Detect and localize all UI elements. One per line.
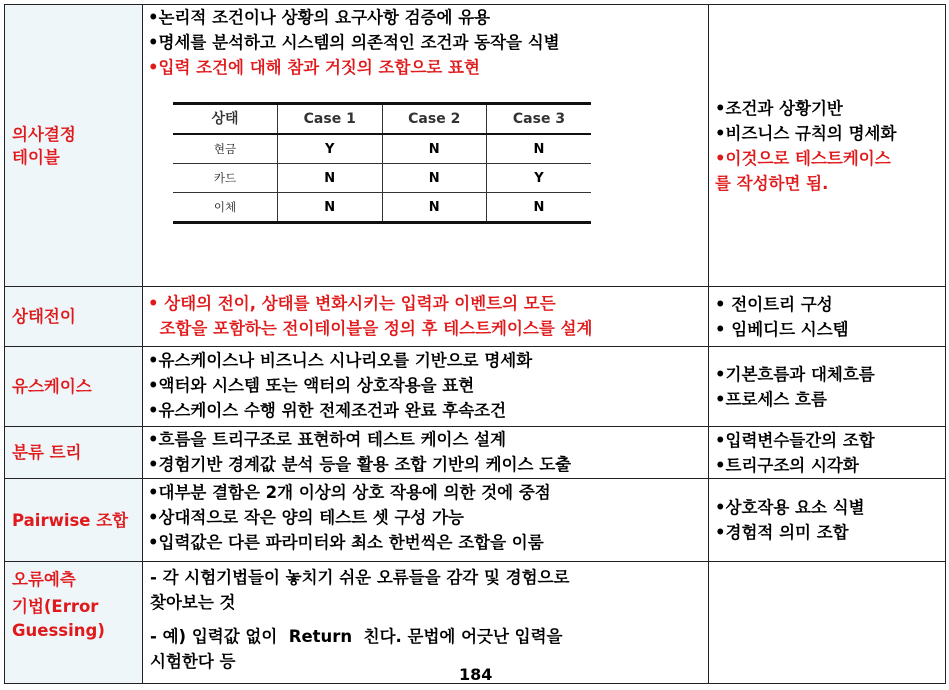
feature-line: 를 작성하면 됨. — [715, 173, 829, 193]
row-description — [143, 562, 709, 684]
value-cell: N — [382, 193, 487, 223]
feature-line: •트리구조의 시각화 — [715, 455, 859, 475]
desc-line: 시험한다 등 — [150, 652, 236, 671]
label-line: 유스케이스 — [12, 377, 92, 396]
row-features — [709, 562, 946, 684]
row-pairwise — [5, 479, 946, 562]
desc-line: •논리적 조건이나 상황의 요구사항 검증에 유용 — [148, 8, 491, 27]
header-cell: 상태 — [173, 104, 278, 135]
label-line: 분류 트리 — [12, 443, 82, 462]
feature-line: •기본흐름과 대체흐름 — [715, 364, 875, 384]
row-label — [5, 562, 143, 684]
value-cell: N — [382, 164, 487, 193]
feature-line: •입력변수들간의 조합 — [715, 430, 875, 450]
desc-line: •유스케이스 수행 위한 전제조건과 완료 후속조건 — [148, 401, 507, 420]
feature-line: •이것으로 테스트케이스 — [715, 148, 891, 168]
value-cell: N — [487, 134, 592, 164]
feature-line: •경험적 의미 조합 — [715, 523, 849, 542]
row-label — [5, 427, 143, 479]
label-line: 의사결정 — [12, 124, 76, 144]
row-features — [709, 287, 946, 347]
row-header-cell: 카드 — [173, 164, 278, 193]
test-technique-table — [4, 4, 946, 684]
header-cell: Case 1 — [278, 104, 383, 135]
decision-table-row — [173, 193, 591, 223]
row-label — [5, 287, 143, 347]
label-line: 테이블 — [12, 147, 60, 167]
desc-line: • 상태의 전이, 상태를 변화시키는 입력과 이벤트의 모든 — [148, 294, 556, 313]
decision-table-header — [173, 104, 591, 135]
label-line: 기법(Error — [12, 597, 99, 616]
row-label — [5, 5, 143, 287]
row-header-cell: 현금 — [173, 134, 278, 164]
feature-line: •비즈니스 규칙의 명세화 — [715, 123, 897, 143]
row-label — [5, 479, 143, 562]
desc-line: •입력값은 다른 파라미터와 최소 한번씩은 조합을 이룸 — [148, 533, 544, 552]
decision-table-row — [173, 164, 591, 193]
row-features — [709, 5, 946, 287]
row-use-case — [5, 347, 946, 427]
desc-line: •대부분 결함은 2개 이상의 상호 작용에 의한 것에 중점 — [148, 483, 551, 502]
header-cell: Case 3 — [487, 104, 592, 135]
desc-line: •액터와 시스템 또는 액터의 상호작용을 표현 — [148, 376, 475, 395]
row-label — [5, 347, 143, 427]
label-line: 상태전이 — [12, 307, 76, 326]
row-description — [143, 427, 709, 479]
page-number: 184 — [459, 665, 493, 684]
label-line: Guessing) — [12, 621, 105, 640]
value-cell: N — [487, 193, 592, 223]
desc-line: 찾아보는 것 — [150, 593, 236, 612]
desc-line: •입력 조건에 대해 참과 거짓의 조합으로 표현 — [148, 58, 480, 77]
desc-line: - 각 시험기법들이 놓치기 쉬운 오류들을 감각 및 경험으로 — [150, 568, 570, 587]
feature-line: • 전이트리 구성 — [715, 294, 833, 314]
decision-table-row — [173, 134, 591, 164]
feature-line: •상호작용 요소 식별 — [715, 498, 865, 517]
header-cell: Case 2 — [382, 104, 487, 135]
row-description — [143, 479, 709, 562]
row-header-cell: 이체 — [173, 193, 278, 223]
row-classification-tree — [5, 427, 946, 479]
row-decision-table — [5, 5, 946, 287]
feature-line: • 임베디드 시스템 — [715, 319, 849, 339]
desc-line: •흐름을 트리구조로 표현하여 테스트 케이스 설계 — [148, 430, 507, 449]
desc-line: - 예) 입력값 없이 Return 친다. 문법에 어긋난 입력을 — [150, 627, 563, 646]
value-cell: N — [278, 164, 383, 193]
desc-line: •유스케이스나 비즈니스 시나리오를 기반으로 명세화 — [148, 351, 533, 370]
row-state-transition — [5, 287, 946, 347]
feature-line: •조건과 상황기반 — [715, 98, 843, 118]
value-cell: N — [382, 134, 487, 164]
decision-table-example — [173, 102, 591, 224]
desc-line: •상대적으로 작은 양의 테스트 셋 구성 가능 — [148, 508, 464, 527]
row-features — [709, 479, 946, 562]
row-description — [143, 5, 709, 287]
row-features — [709, 427, 946, 479]
label-line: Pairwise 조합 — [12, 510, 129, 530]
feature-line: •프로세스 흐름 — [715, 389, 827, 409]
desc-line: •명세를 분석하고 시스템의 의존적인 조건과 동작을 식별 — [148, 33, 560, 52]
label-line: 오류예측 — [12, 570, 76, 589]
row-description — [143, 347, 709, 427]
row-features — [709, 347, 946, 427]
value-cell: N — [278, 193, 383, 223]
desc-line: 조합을 포함하는 전이테이블을 정의 후 테스트케이스를 설계 — [148, 319, 593, 338]
slide-frame — [4, 4, 946, 686]
row-description — [143, 287, 709, 347]
value-cell: Y — [278, 134, 383, 164]
value-cell: Y — [487, 164, 592, 193]
desc-line: •경험기반 경계값 분석 등을 활용 조합 기반의 케이스 도출 — [148, 455, 572, 474]
